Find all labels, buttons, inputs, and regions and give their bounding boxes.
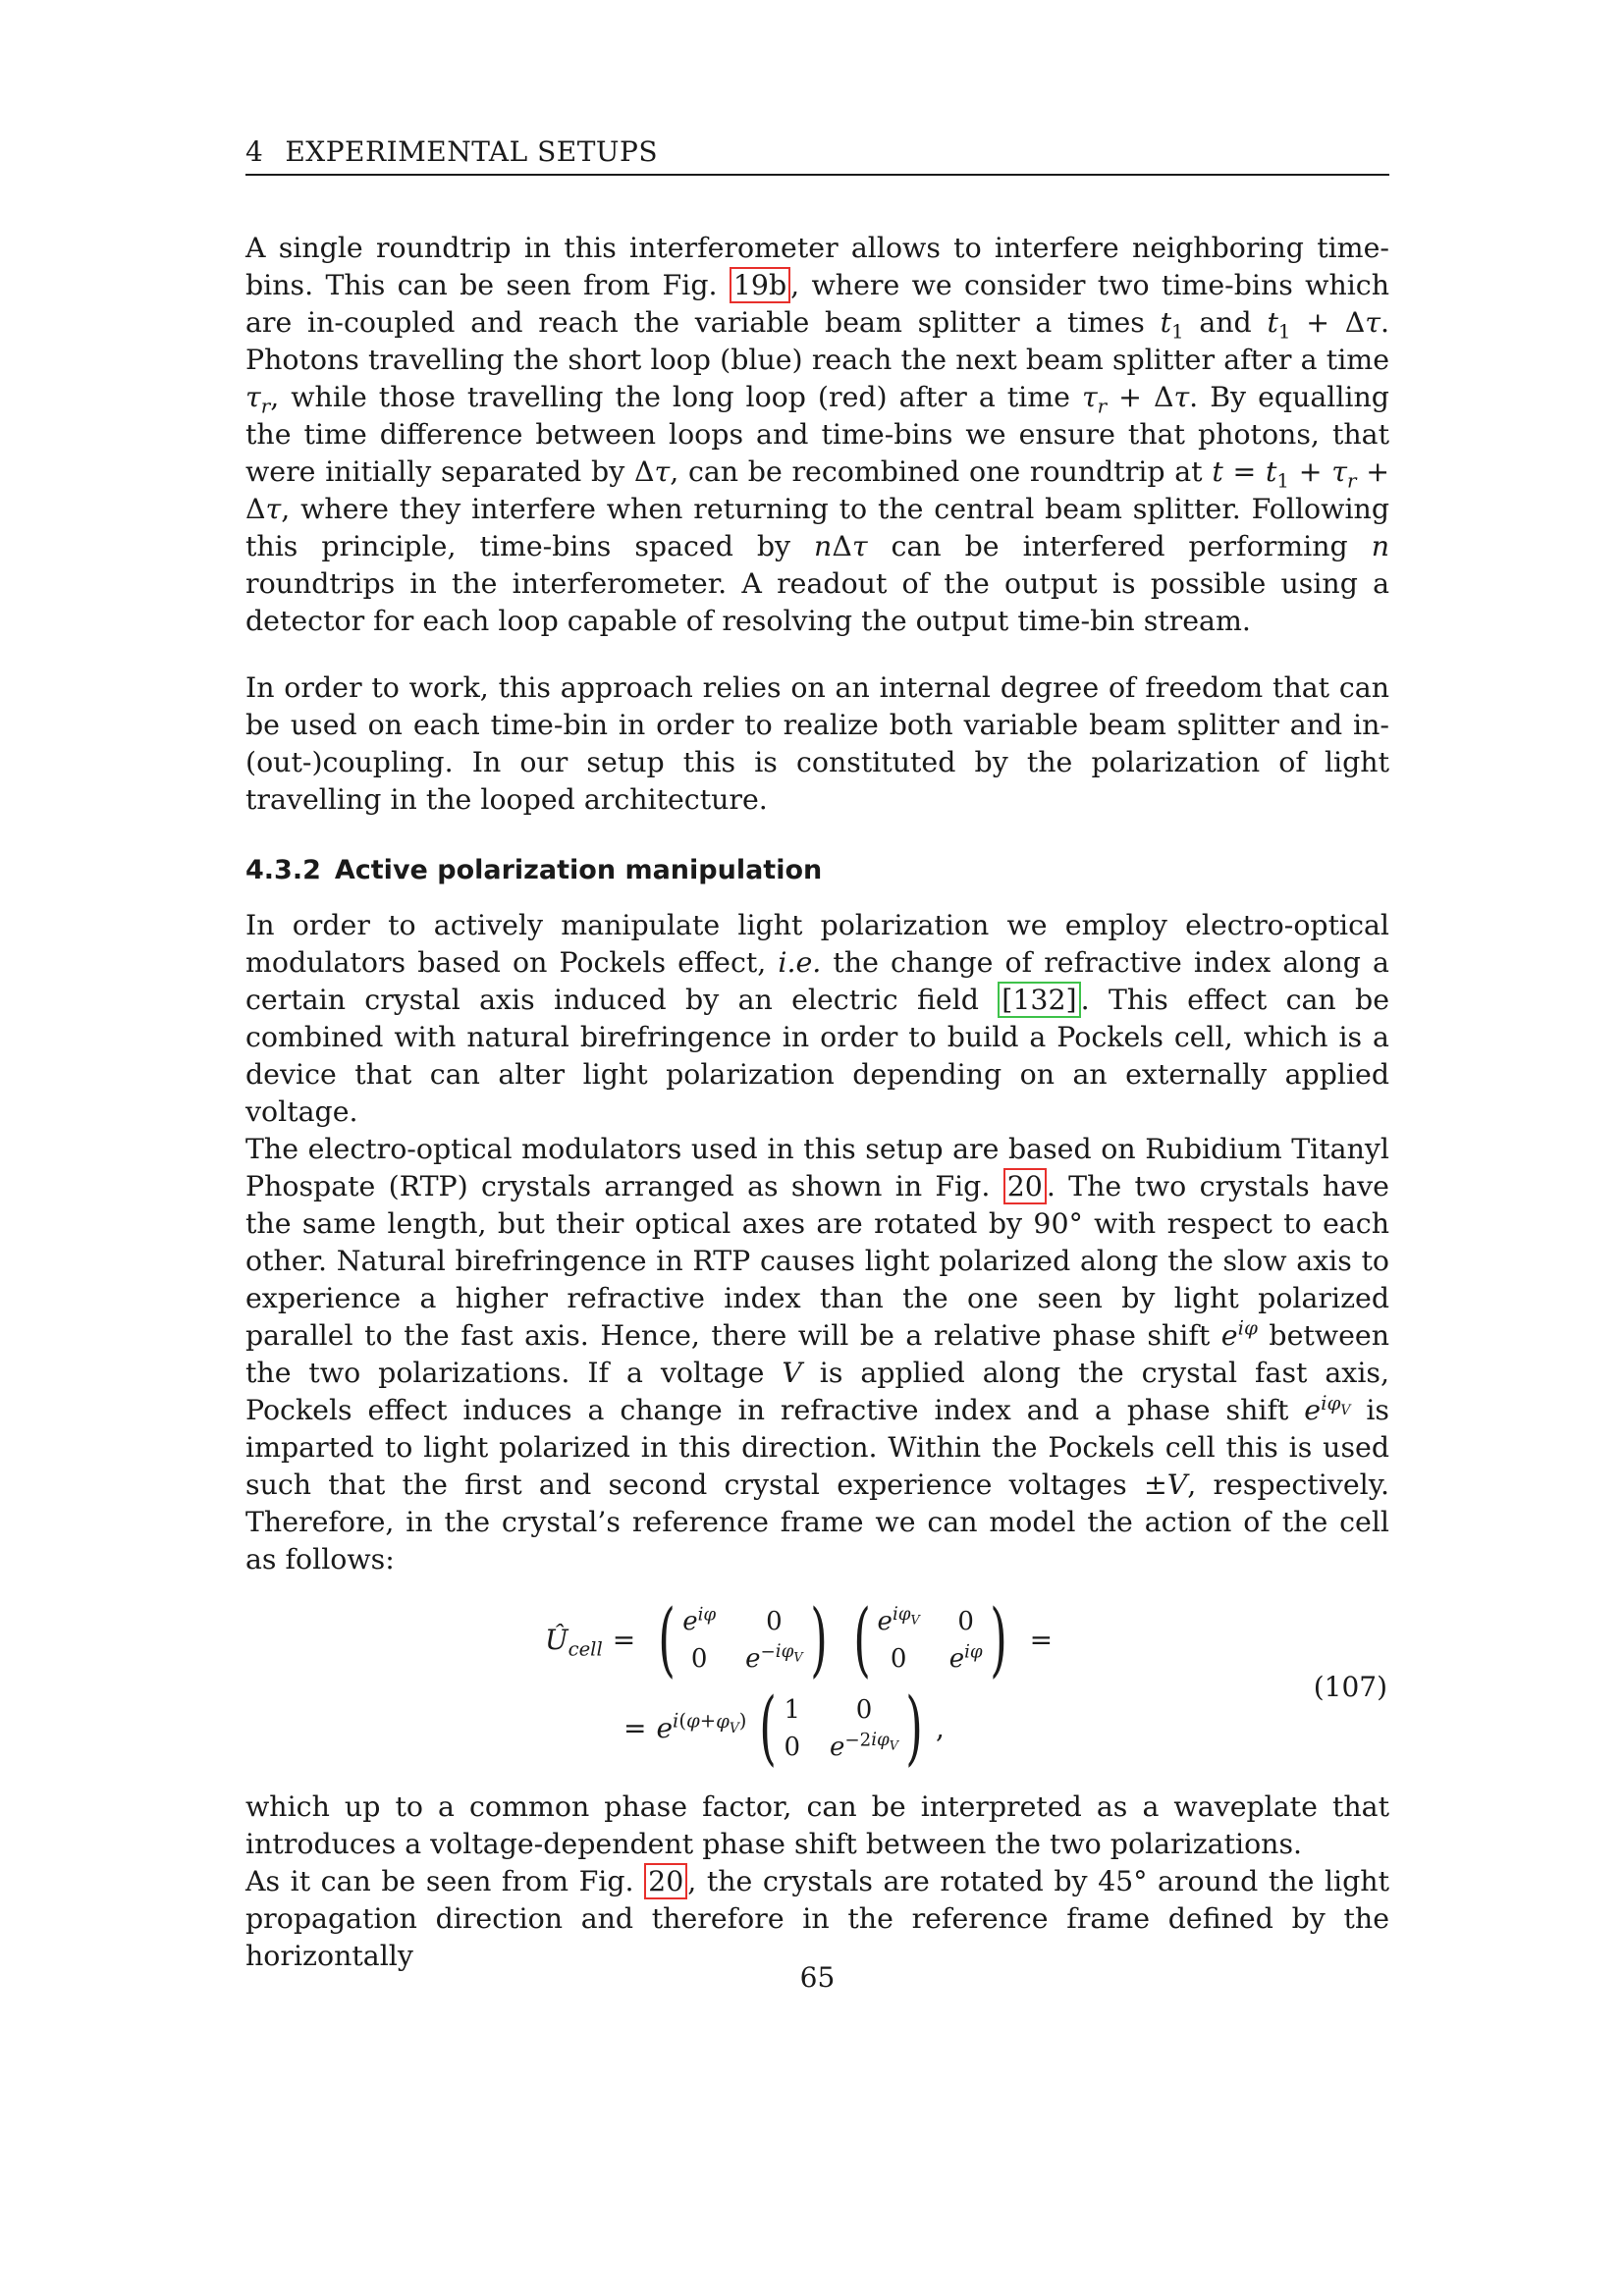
equation-107 (245, 1593, 1389, 1775)
paragraph-6: As it can be seen from Fig. 20 , the crystals are rotated by 45° around the light propagation direction and therefore in the reference frame defined by the horizontally (245, 1865, 1389, 1972)
page-number: 65 (799, 1961, 836, 1994)
subsection-heading: 4.3.2 Active polarization manipulation (245, 855, 823, 885)
paragraph-3: In order to actively manipulate light polarization we employ electro-optical modulators based on Pockels effect, i.e. the change of refractive index along a certain crystal axis induced by an electric field [132] . This effect can be combined with natural birefringence in order to build a Pockels cell, which is a device that can alter light polarization depending on an externally applied voltage. (245, 909, 1389, 1128)
paragraph-2: In order to work, this approach relies on an internal degree of freedom that can be used on each time-bin in order to realize both variable beam splitter and in-(out-)coupling. In our setup this is constituted by the polarization of light travelling in the looped architecture. (245, 671, 1389, 816)
matrix-3: ( 1 0 0 $e^{-2i\varphi_V}$ ) (759, 1682, 923, 1775)
matrix-2: ( $e^{i\varphi_V}$ 0 0 $e^{i\varphi}$ ) (852, 1593, 1007, 1686)
citation-link-132[interactable]: [132] (998, 982, 1080, 1018)
equation-number: (107) (1313, 1671, 1387, 1703)
figure-link-19b[interactable]: 19b (730, 267, 790, 303)
figure-link-20[interactable]: 20 (1003, 1168, 1047, 1204)
equation-row-1: $Û_{cell}$ = ( $e^{i\varphi}$ 0 0 $e^{-i\varphi_V}$ ) ( $e^{i\varphi_V}$ 0 0 $e^{i\varphi}$ ) = (545, 1593, 1054, 1686)
figure-link-20-second[interactable]: 20 (644, 1863, 687, 1899)
header-section-title: EXPERIMENTAL SETUPS (285, 135, 659, 168)
equation-row-2: = $e^{i(\varphi+\varphi_V)}$ ( 1 0 0 $e^{-2i\varphi_V}$ ) , (623, 1682, 945, 1775)
matrix-1: ( $e^{i\varphi}$ 0 0 $e^{-i\varphi_V}$ ) (658, 1593, 828, 1686)
running-header (245, 135, 1389, 176)
header-section-number: 4 (245, 135, 264, 168)
paragraph-4: The electro-optical modulators used in this setup are based on Rubidium Titanyl Phospate (RTP) crystals arranged as shown in Fig. 20 . The two crystals have the same length, but their optical axes are rotated by 90° with respect to each other. Natural birefringence in RTP causes light polarized along the slow axis to experience a higher refractive index than the one seen by light polarized parallel to the fast axis. Hence, there will be a relative phase shift $e^{i\varphi}$ between the two polarizations. If a voltage V is applied along the crystal fast axis, Pockels effect induces a change in refractive index and a phase shift $e^{i\varphi_V}$ is imparted to light polarized in this direction. Within the Pockels cell this is used such that the first and second crystal experience voltages ±V, respectively. Therefore, in the crystal’s reference frame we can model the action of the cell as follows: (245, 1133, 1390, 1575)
paragraph-1: A single roundtrip in this interferometer allows to interfere neighboring time-bins. This can be seen from Fig. 19b , where we consider two time-bins which are in-coupled and reach the variable beam splitter a times $t_1$ and $t_1 + \Delta\tau$. Photons travelling the short loop (blue) reach the next beam splitter after a time $\tau_r$, while those travelling the long loop (red) after a time $\tau_r + \Delta\tau$. By equalling the time difference between loops and time-bins we ensure that photons, that were initially separated by Δτ, can be recombined one roundtrip at $t = t_1 + \tau_r + \Delta\tau$, where they interfere when returning to the central beam splitter. Following this principle, time-bins spaced by nΔτ can be interfered performing n roundtrips in the interferometer. A readout of the output is possible using a detector for each loop capable of resolving the output time-bin stream. (245, 232, 1390, 637)
body-text (245, 230, 1389, 1975)
paragraph-5: which up to a common phase factor, can be interpreted as a waveplate that introduces a voltage-dependent phase shift between the two polarizations. (245, 1790, 1389, 1860)
